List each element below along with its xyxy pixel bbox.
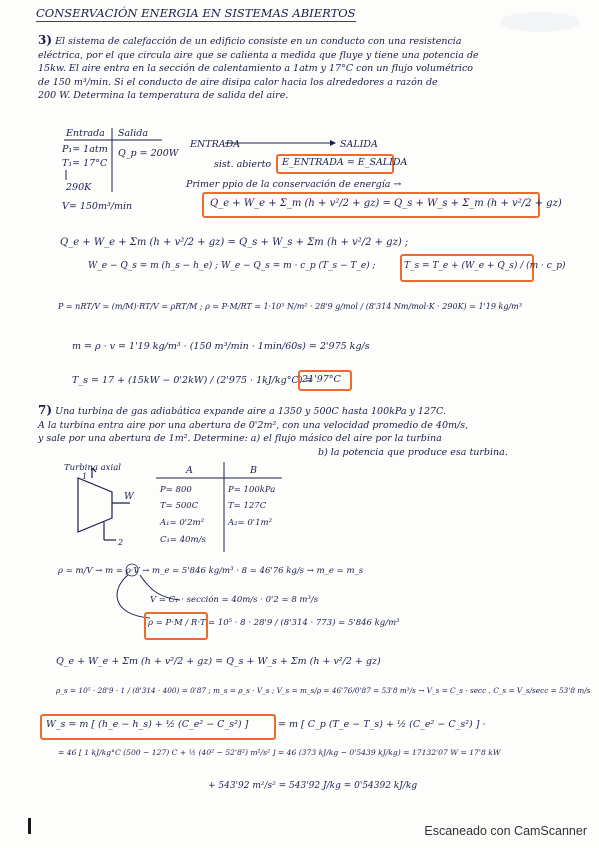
p7-eq-5: ρ_s = 10⁵ · 28'9 · 1 / (8'314 · 400) = 0'87 ; m_s = ρ_s · V_s ; V_s = m_s/ρ = 46'76/0'87 = 53'8 m³/s → V_s = C_s · secc , C_s = V_s/secc = 53'8 m/s — [56, 686, 591, 695]
col-a-t: T= 500C — [160, 501, 199, 511]
label-salida: SALIDA — [340, 139, 378, 150]
p3-eq-2: Q_e + W_e + Σm (h + v²/2 + gz) = Q_s + W_s + Σm (h + v²/2 + gz) ; — [60, 237, 409, 248]
problem-3-line-1: El sistema de calefacción de un edificio consiste en un conducto con una resistencia — [55, 36, 462, 47]
col-b-area: A₂= 0'1m² — [228, 518, 272, 528]
label-entrada: ENTRADA — [190, 139, 241, 150]
table-head-salida: Salida — [118, 128, 148, 139]
table-head-entrada: Entrada — [66, 128, 105, 139]
p7-eq-3-rest: = 10⁵ · 8 · 28'9 / (8'314 · 773) = 5'846 kg/m³ — [208, 618, 400, 628]
p7-eq-8: + 543'92 m²/s² = 543'92 J/kg = 0'54392 kJ/kg — [208, 781, 418, 791]
p3-eq-3: W_e − Q_s = m (h_s − h_e) ; W_e − Q_s = m · c_p (T_s − T_e) ; — [88, 261, 376, 271]
p3-eq-6: T_s = 17 + (15kW − 0'2kW) / (2'975 · 1kJ/kg°C) = — [72, 375, 314, 386]
p7-eq-6-box: W_s = m [ (h_e − h_s) + ½ (C_e² − C_s²) ] — [46, 719, 249, 730]
problem-7-line-2: A la turbina entra aire por una abertura de 0'2m², con una velocidad promedio de 40m/s, — [38, 419, 469, 431]
problem-3-line-4: de 150 m³/min. Si el conducto de aire disipa calor hacia los alrededores a razón de — [38, 76, 438, 88]
problem-7-line-1: Una turbina de gas adiabática expande aire a 1350 y 500C hasta 100kPa y 127C. — [55, 406, 446, 417]
label-two: 2 — [118, 538, 124, 547]
problem-7-number: 7) — [38, 403, 53, 417]
p3-entrada-t: T₁= 17°C — [62, 158, 108, 169]
problem-3-statement — [38, 34, 568, 103]
label-w: W — [124, 491, 134, 502]
p7-eq-4: Q_e + W_e + Σm (h + v²/2 + gz) = Q_s + W_s + Σm (h + v²/2 + gz) — [56, 656, 381, 667]
label-turbina-axial: Turbina axial — [64, 463, 121, 473]
energy-balance: E_ENTRADA = E_SALIDA — [282, 157, 408, 168]
problem-7-statement — [38, 404, 568, 459]
col-a-p: P= 800 — [160, 485, 192, 495]
p3-entrada-v: V= 150m³/min — [62, 201, 133, 212]
p7-eq-6-rest: = m [ C_p (T_e − T_s) + ½ (C_e² − C_s²) ] · — [278, 719, 486, 730]
p7-eq-3-box: ρ = P·M / R·T — [148, 618, 206, 628]
primer-principio: Primer ppio de la conservación de energía → — [186, 179, 402, 190]
label-one: 1 — [82, 472, 88, 481]
p3-entrada-p: P₁= 1atm — [62, 144, 108, 155]
col-b-p: P= 100kPa — [228, 485, 276, 495]
p7-eq-2: V = C₁ · sección = 40m/s · 0'2 = 8 m³/s — [150, 595, 319, 605]
problem-3-line-5: 200 W. Determina la temperatura de salida del aire. — [38, 90, 289, 101]
p3-result: 21'97°C — [302, 374, 341, 385]
problem-3-line-3: 15kw. El aire entra en la sección de calentamiento a 1atm y 17°C con un flujo volumétrico — [38, 63, 474, 74]
problem-7-line-4: b) la potencia que produce esa turbina. — [318, 446, 508, 458]
problem-3-number: 3) — [38, 33, 53, 47]
p3-eq-5: m = ρ · v = 1'19 kg/m³ · (150 m³/min · 1min/60s) = 2'975 kg/s — [72, 341, 370, 352]
p3-eq-1: Q_e + W_e + Σ_m (h + v²/2 + gz) = Q_s + W_s + Σ_m (h + v²/2 + gz) — [210, 198, 562, 209]
p7-eq-7: = 46 [ 1 kJ/kg°C (500 − 127) C + ½ (40² − 52'8²) m²/s² ] = 46 (373 kJ/kg − 0'5439 kJ/kg) = 17132'07 W = 17'8 kW — [58, 748, 501, 757]
col-a-head: A — [186, 465, 193, 476]
col-a-velocity: C₁= 40m/s — [160, 535, 206, 545]
margin-ink-mark — [28, 818, 31, 834]
p3-salida-q: Q_p = 200W — [118, 148, 179, 159]
page-title: CONSERVACIÓN ENERGIA EN SISTEMAS ABIERTOS — [36, 6, 356, 20]
p7-eq-1: ρ = m/V → m = ρ·V → m_e = 5'846 kg/m³ · 8 = 46'76 kg/s → m_e = m_s — [58, 566, 364, 576]
p3-eq-3-box: T_s = T_e + (W_e + Q_s) / (m · c_p) — [404, 261, 566, 271]
p3-entrada-k: 290K — [66, 182, 92, 193]
problem-7-line-3: y sale por una abertura de 1m². Determine: a) el flujo másico del aire por la turbina — [38, 433, 442, 444]
scanner-watermark: Escaneado con CamScanner — [424, 824, 587, 838]
col-a-area: A₁= 0'2m² — [160, 518, 204, 528]
col-b-t: T= 127C — [228, 501, 267, 511]
p3-eq-4: P = nRT/V = (m/M)·RT/V = ρRT/M ; ρ = P·M/RT = 1·10⁵ N/m² · 28'9 g/mol / (8'314 Nm/mol·K · 290K) = 1'19 kg/m³ — [58, 302, 522, 311]
label-sist-abierto: sist. abierto — [214, 159, 272, 170]
problem-3-line-2: eléctrica, por el que circula aire que se calienta a medida que fluye y tiene una potencia de — [38, 49, 479, 61]
col-b-head: B — [250, 465, 257, 476]
